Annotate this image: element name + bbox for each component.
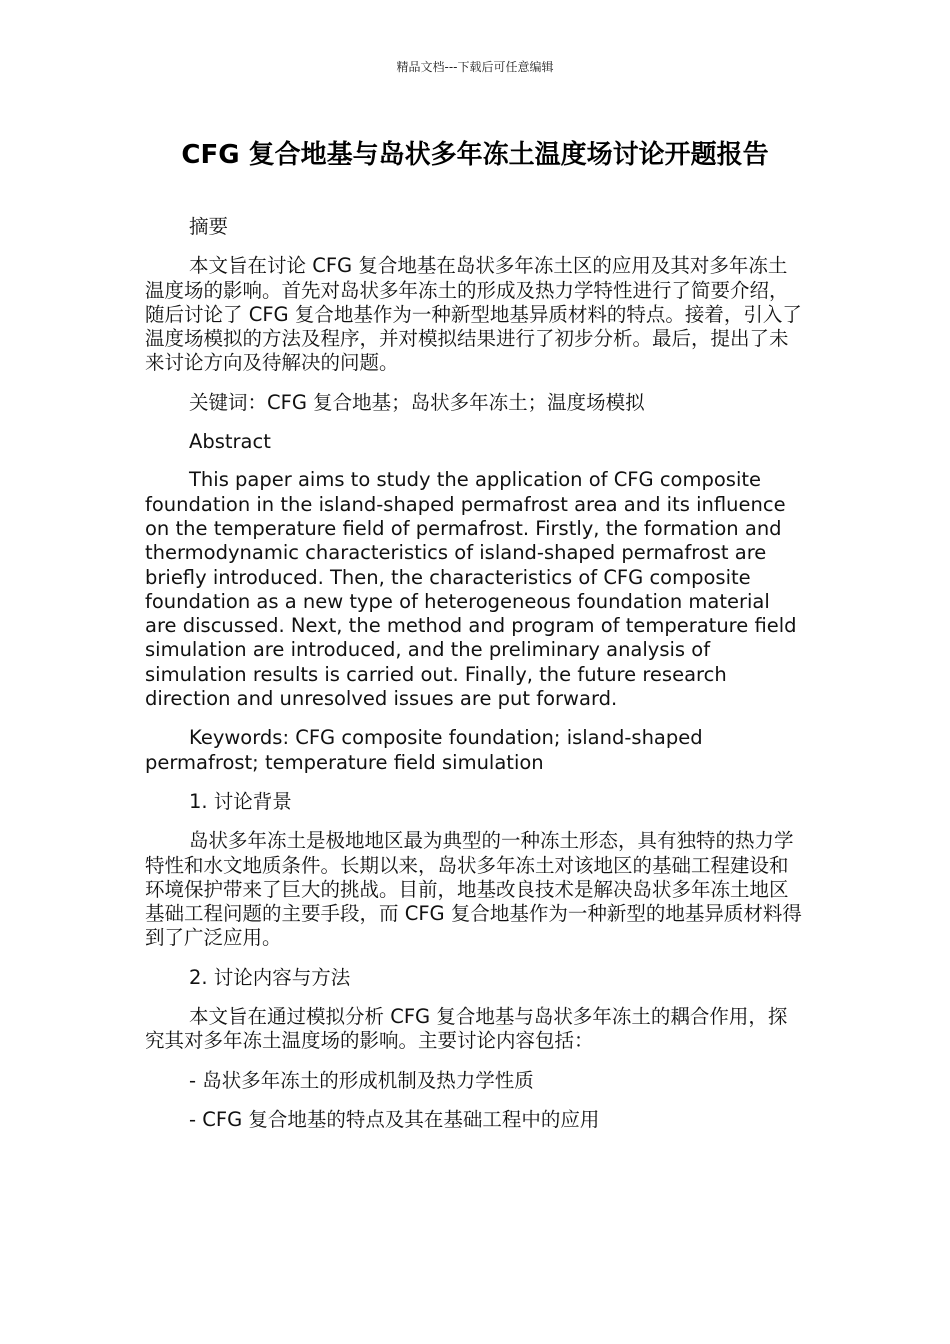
- section2-list-item: - 岛状多年冻土的形成机制及热力学性质: [189, 1068, 534, 1092]
- keywords-cn: 关键词：CFG 复合地基；岛状多年冻土；温度场模拟: [189, 390, 645, 414]
- abstract-en-paragraph: This paper aims to study the application of CFG composite foundation in the island-shaped permafrost area and its influence on the temperature field of permafrost. Firstly, the formation and thermodynamic characteristics of island-shaped permafrost are briefly introduced. Then, the characteristics of CFG composite foundation as a new type of heterogeneous foundation material are discussed. Next, the method and program of temperature field simulation are introduced, and the preliminary analysis of simulation results is carried out. Finally, the future research direction and unresolved issues are put forward.: [145, 468, 797, 711]
- document-body: [145, 215, 805, 1147]
- abstract-en-heading: Abstract: [189, 430, 271, 454]
- section2-list-item: - CFG 复合地基的特点及其在基础工程中的应用: [189, 1107, 600, 1131]
- document-title: CFG 复合地基与岛状多年冻土温度场讨论开题报告: [181, 140, 769, 170]
- abstract-cn-heading: 摘要: [189, 215, 229, 238]
- section2-paragraph: 本文旨在通过模拟分析 CFG 复合地基与岛状多年冻土的耦合作用，探究其对多年冻土温度场的影响。主要讨论内容包括：: [145, 1005, 788, 1053]
- section2-heading: 2. 讨论内容与方法: [189, 965, 351, 989]
- section1-heading: 1. 讨论背景: [189, 789, 292, 813]
- keywords-en: Keywords: CFG composite foundation; island-shaped permafrost; temperature field simulation: [145, 726, 703, 774]
- section1-paragraph: 岛状多年冻土是极地地区最为典型的一种冻土形态，具有独特的热力学特性和水文地质条件。长期以来，岛状多年冻土对该地区的基础工程建设和环境保护带来了巨大的挑战。目前，地基改良技术是解决岛状多年冻土地区基础工程问题的主要手段，而 CFG 复合地基作为一种新型的地基异质材料得到了广泛应用。: [145, 829, 802, 950]
- header-note: 精品文档---下载后可任意编辑: [396, 60, 554, 74]
- abstract-cn-paragraph: 本文旨在讨论 CFG 复合地基在岛状多年冻土区的应用及其对多年冻土温度场的影响。首先对岛状多年冻土的形成及热力学特性进行了简要介绍，随后讨论了 CFG 复合地基作为一种新型地基异质材料的特点。接着，引入了温度场模拟的方法及程序，并对模拟结果进行了初步分析。最后，提出了未来讨论方向及待解决的问题。: [145, 254, 802, 375]
